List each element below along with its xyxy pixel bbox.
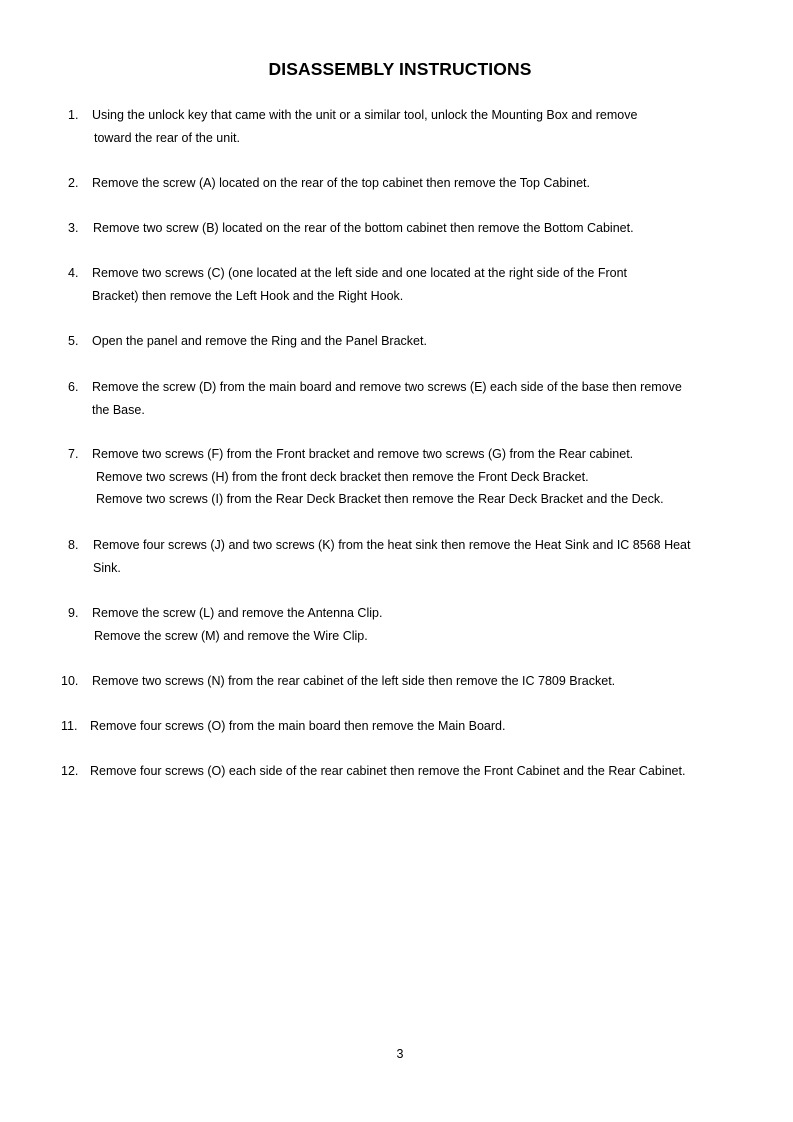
step-text: Remove two screws (I) from the Rear Deck Bracket then remove the Rear Deck Bracket and the Deck.: [96, 492, 664, 506]
step-text: Remove two screws (H) from the front deck bracket then remove the Front Deck Bracket.: [96, 469, 589, 484]
step-number: 12.: [61, 764, 79, 778]
step-text: Using the unlock key that came with the unit or a similar tool, unlock the Mounting Box and remove: [92, 108, 638, 122]
step-2: [0, 172, 590, 195]
page-number: 3: [396, 1047, 404, 1061]
step-12: [0, 760, 685, 783]
step-number: 3.: [68, 221, 79, 235]
step-text: the Base.: [92, 402, 145, 417]
step-text: Remove four screws (J) and two screws (K) from the heat sink then remove the Heat Sink and IC 8568 Heat: [93, 538, 691, 552]
step-text: Remove two screw (B) located on the rear of the bottom cabinet then remove the Bottom Cabinet.: [93, 221, 634, 235]
step-number: 2.: [68, 176, 79, 190]
step-text: Remove the screw (A) located on the rear of the top cabinet then remove the Top Cabinet.: [92, 176, 590, 190]
step-text: Remove two screws (C) (one located at the left side and one located at the right side of the Front: [92, 266, 628, 280]
step-text: Remove the screw (M) and remove the Wire Clip.: [94, 628, 368, 643]
step-number: 1.: [68, 108, 79, 122]
step-number: 7.: [68, 447, 79, 461]
step-10: [0, 670, 615, 693]
step-number: 5.: [68, 334, 79, 348]
step-text: Bracket) then remove the Left Hook and the Right Hook.: [92, 288, 404, 303]
step-number: 11.: [61, 719, 78, 733]
step-6: [0, 376, 682, 421]
step-text: Remove two screws (F) from the Front bracket and remove two screws (G) from the Rear cabinet.: [92, 447, 634, 461]
step-7: [0, 443, 664, 511]
step-3: [0, 217, 634, 240]
step-number: 4.: [68, 266, 79, 280]
step-number: 8.: [68, 538, 79, 552]
step-text: Open the panel and remove the Ring and the Panel Bracket.: [92, 334, 427, 348]
step-5: [0, 330, 427, 353]
step-number: 9.: [68, 606, 79, 620]
step-text: Remove the screw (L) and remove the Antenna Clip.: [92, 606, 383, 620]
step-text: Sink.: [93, 560, 121, 575]
step-text: Remove the screw (D) from the main board and remove two screws (E) each side of the base then remove: [92, 380, 682, 394]
step-number: 10.: [61, 674, 79, 688]
step-text: toward the rear of the unit.: [94, 130, 240, 145]
step-8: [0, 534, 690, 579]
step-9: [0, 602, 382, 647]
step-number: 6.: [68, 380, 79, 394]
step-text: Remove four screws (O) from the main board then remove the Main Board.: [90, 719, 506, 733]
step-text: Remove four screws (O) each side of the rear cabinet then remove the Front Cabinet and the Rear Cabinet.: [90, 764, 686, 778]
step-1: [0, 104, 637, 149]
step-text: Remove two screws (N) from the rear cabinet of the left side then remove the IC 7809 Bracket.: [92, 674, 616, 688]
step-4: [0, 262, 627, 307]
step-11: [0, 715, 505, 738]
page-title: DISASSEMBLY INSTRUCTIONS: [268, 59, 532, 79]
